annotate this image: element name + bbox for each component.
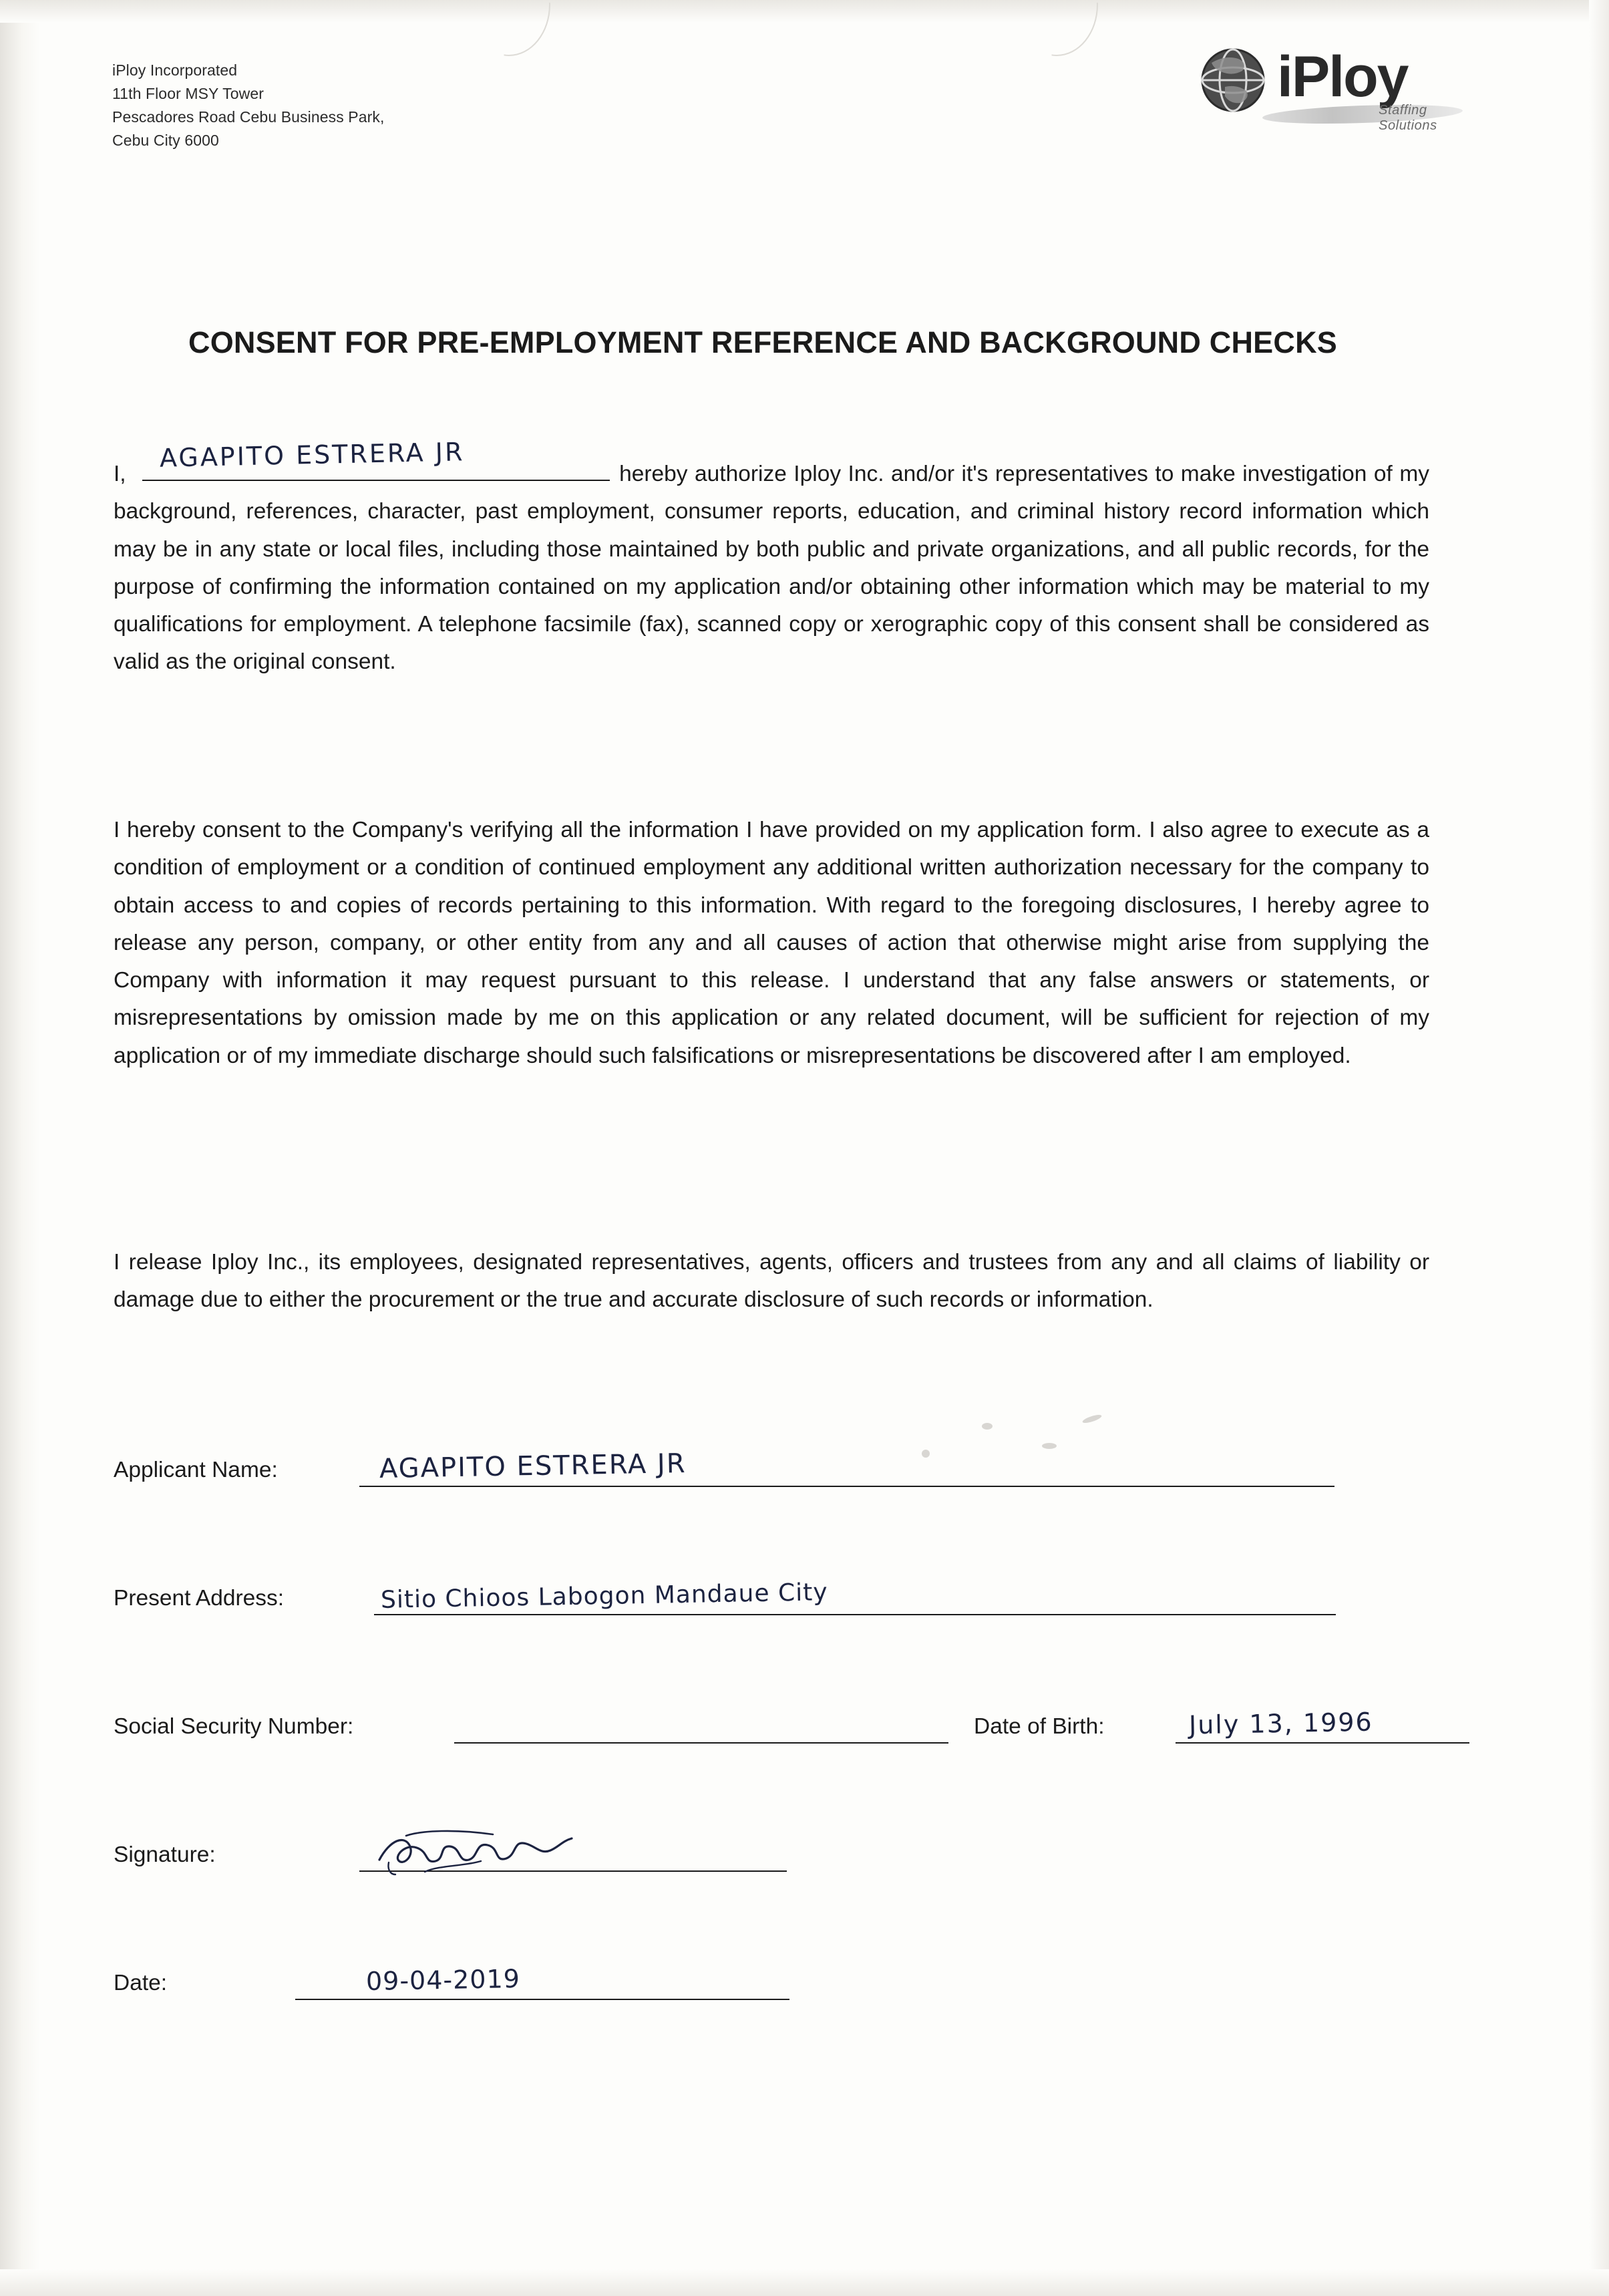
consent-paragraph-1 [114, 437, 1429, 681]
field-applicant-name[interactable] [114, 1430, 1443, 1494]
field-signature[interactable] [114, 1814, 1443, 1878]
applicant-name-label: Applicant Name: [114, 1458, 278, 1482]
intro-name-field[interactable] [142, 437, 610, 481]
page-title: CONSENT FOR PRE-EMPLOYMENT REFERENCE AND BACKGROUND CHECKS [188, 325, 1337, 359]
consent-paragraph-1-text: hereby authorize Iploy Inc. and/or it's representatives to make investigation of my background, references, character, past employment, consumer reports, education, and criminal history record information which may be in any state or local files, including those maintained by both public and private organizations, and all public records, for the purpose of confirming the information contained on my application and/or obtaining other information which may be material to my qualifications for employment. A telephone facsimile (fax), scanned copy or xerographic copy of this consent shall be considered as valid as the original consent. [114, 462, 1429, 675]
scan-smudge [982, 1423, 993, 1430]
letterhead-line-1: iPloy Incorporated [112, 61, 238, 79]
letterhead-line-2: 11th Floor MSY Tower [112, 84, 264, 102]
field-present-address[interactable] [114, 1558, 1443, 1622]
ssn-label: Social Security Number: [114, 1714, 354, 1739]
scan-edge-bottom [0, 2269, 1609, 2296]
dob-value: July 13, 1996 [1188, 1707, 1374, 1740]
scan-smudge [1081, 1414, 1102, 1425]
present-address-label: Present Address: [114, 1586, 285, 1611]
field-date[interactable] [114, 1943, 1443, 2007]
field-ssn-and-dob[interactable] [114, 1686, 1443, 1750]
letterhead-line-3: Pescadores Road Cebu Business Park, [112, 108, 385, 126]
date-label: Date: [114, 1971, 168, 1995]
letterhead-line-4: Cebu City 6000 [112, 131, 219, 149]
signature-mark [375, 1828, 576, 1876]
intro-prefix: I, [114, 462, 126, 486]
applicant-name-line [359, 1486, 1334, 1487]
logo-wordmark: iPloy [1277, 45, 1408, 109]
letterhead-address [112, 59, 385, 152]
dob-line [1176, 1742, 1469, 1744]
company-logo [1198, 41, 1485, 133]
intro-name-value: AGAPITO ESTRERA JR [159, 437, 465, 473]
scan-edge-top [0, 0, 1609, 23]
present-address-line [374, 1614, 1336, 1615]
scan-artifact-arc-left [468, 0, 550, 56]
consent-paragraph-3: I release Iploy Inc., its employees, designated representatives, agents, officers and trustees from any and all claims of liability or damage due to either the procurement or the true and accurate disclosure of such records or information. [114, 1250, 1429, 1313]
scan-artifact-arc-right [1015, 0, 1098, 56]
scan-edge-left [0, 0, 40, 2296]
logo-tagline: Staffing Solutions [1379, 103, 1437, 133]
date-value: 09-04-2019 [365, 1963, 521, 1997]
consent-paragraph-2: I hereby consent to the Company's verifying all the information I have provided on my application form. I also agree to execute as a condition of employment or a condition of continued employment any additional written authorization necessary for the company to obtain access to and copies of records pertaining to this information. With regard to the foregoing disclosures, I hereby agree to release any person, company, or other entity from any and all causes of action that otherwise might arise from supplying the Company with information it may request pursuant to this release. I understand that any false answers or statements, or misrepresentations by omission made by me on this application or any related document, will be sufficient for rejection of my application or of my immediate discharge should such falsifications or misrepresentations be discovered after I am employed. [114, 818, 1429, 1068]
form-fields [114, 1430, 1443, 1997]
dob-label: Date of Birth: [974, 1714, 1105, 1739]
ssn-line [454, 1742, 948, 1744]
signature-label: Signature: [114, 1842, 216, 1867]
applicant-name-value: AGAPITO ESTRERA JR [379, 1448, 687, 1485]
date-line [295, 1999, 789, 2000]
globe-icon [1198, 47, 1268, 116]
present-address-value: Sitio Chioos Labogon Mandaue City [380, 1579, 828, 1614]
scan-edge-right [1589, 0, 1609, 2296]
